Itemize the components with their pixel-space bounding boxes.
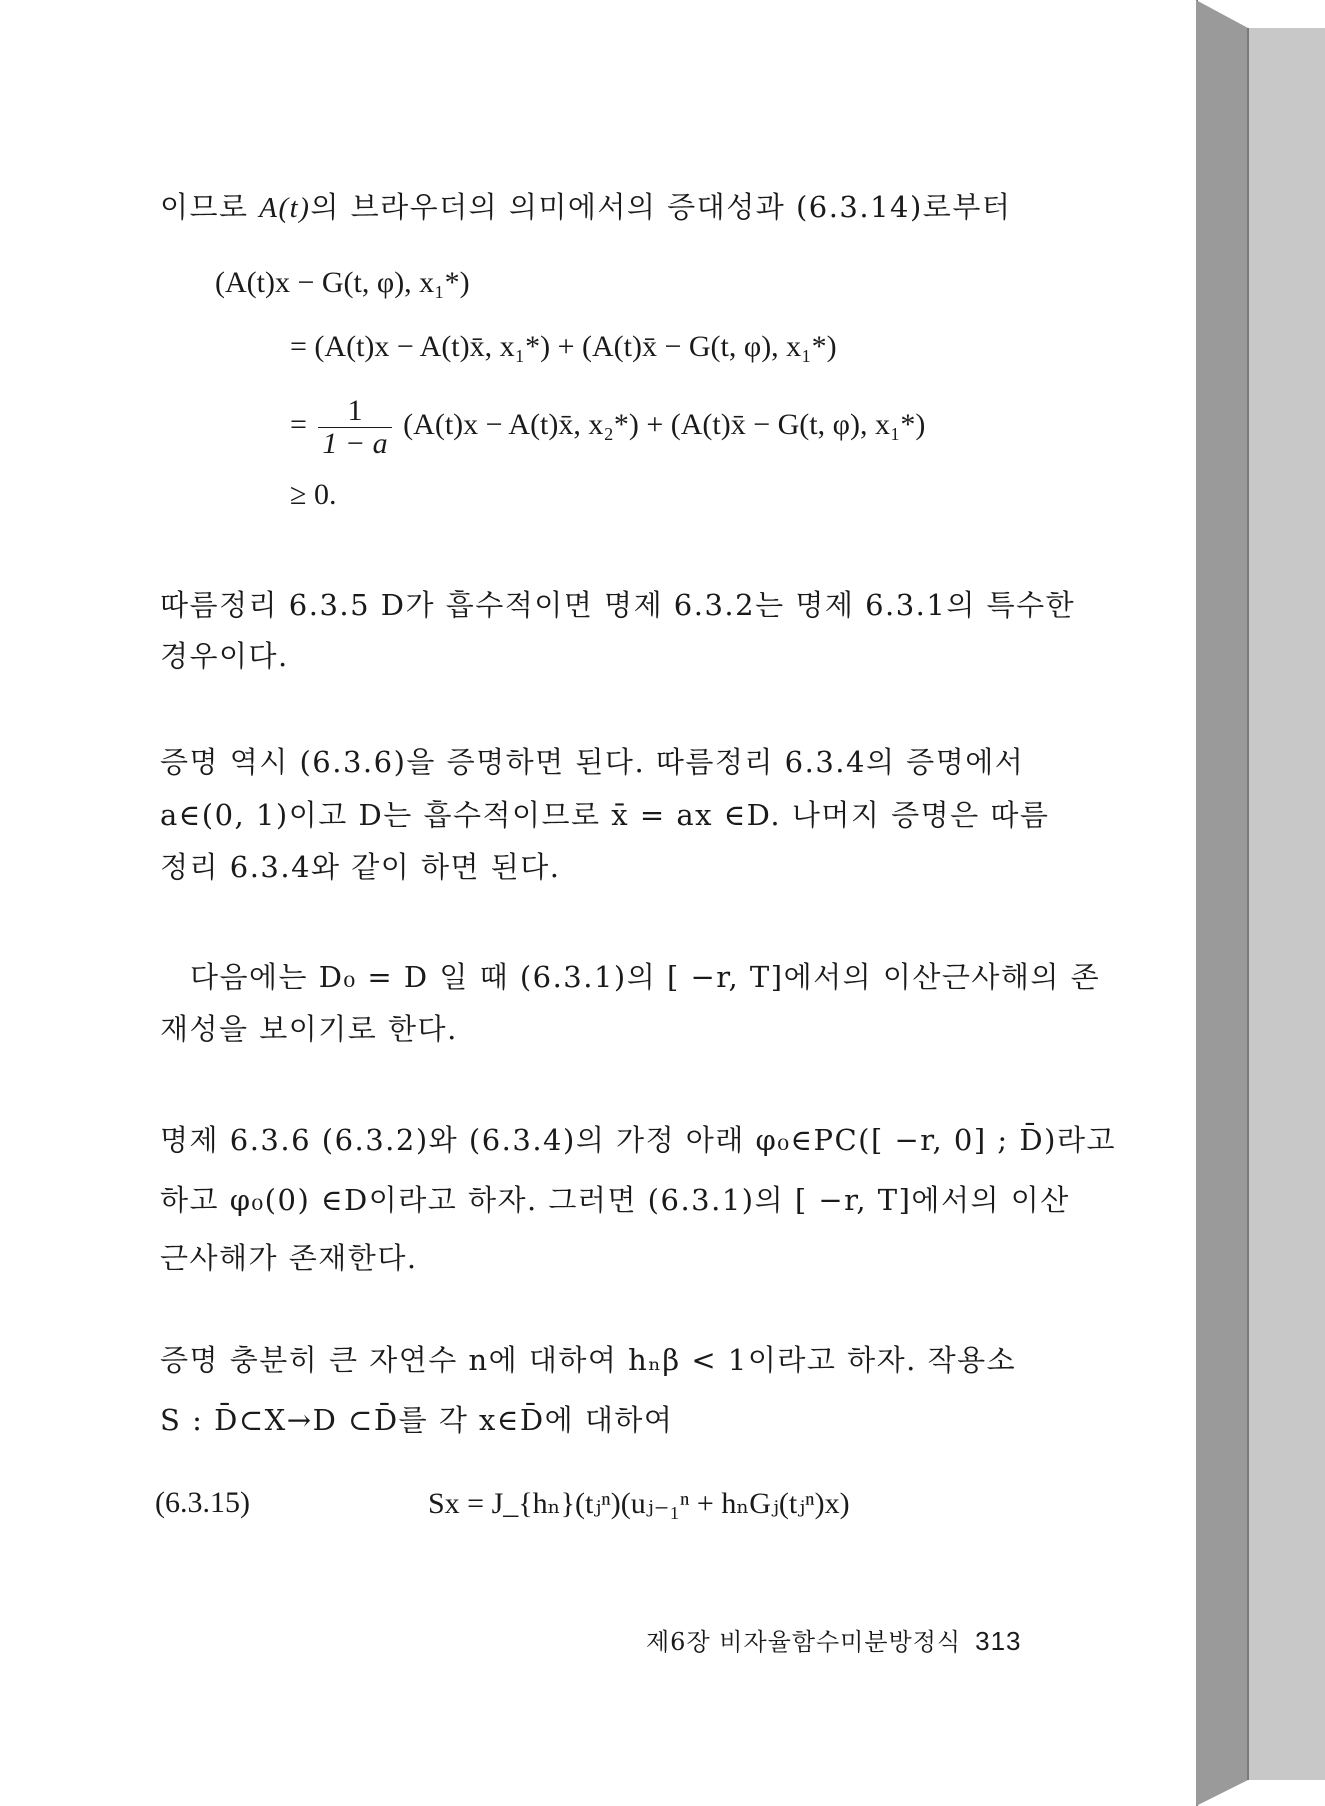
next-line-2: 재성을 보이기로 한다. (160, 1012, 458, 1046)
equation-line-4: ≥ 0. (290, 478, 337, 511)
proof1-line-3: 정리 6.3.4와 같이 하면 된다. (160, 850, 561, 884)
footer-chapter: 제6장 비자율함수미분방정식 (646, 1628, 962, 1656)
equation-final: Sx = J_{hₙ}(tⱼⁿ)(uⱼ₋₁ⁿ + hₙGⱼ(tⱼⁿ)x) (428, 1487, 850, 1520)
intro-text-before: 이므로 (160, 190, 260, 224)
fraction-numerator: 1 (318, 395, 391, 428)
proof1-line-2: a∈(0, 1)이고 D는 흡수적이므로 x̄ = ax ∈D. 나머지 증명은 따름 (160, 798, 1050, 832)
equation-line-3 (290, 395, 925, 459)
equation-number: (6.3.15) (155, 1486, 250, 1519)
equation-3-rest: (A(t)x − A(t)x̄, x₂*) + (A(t)x̄ − G(t, φ), x₁*) (403, 407, 926, 441)
fraction-denominator: 1 − a (322, 426, 388, 460)
equation-line-1: (A(t)x − G(t, φ), x₁*) (215, 266, 470, 299)
equation-3-prefix: = (290, 407, 307, 441)
proof2-line-1: 증명 충분히 큰 자연수 n에 대하여 hₙβ < 1이라고 하자. 작용소 (160, 1343, 1017, 1377)
next-line-1: 다음에는 D₀ = D 일 때 (6.3.1)의 [ −r, T]에서의 이산근사해의 존 (190, 960, 1101, 994)
page-number: 313 (975, 1626, 1022, 1656)
intro-variable: A(t) (259, 192, 311, 224)
book-spine-edge (1196, 0, 1325, 1806)
proposition-line-1: 명제 6.3.6 (6.3.2)와 (6.3.4)의 가정 아래 φ₀∈PC([ −r, 0] ; D̄)라고 (160, 1123, 1116, 1157)
proposition-line-2: 하고 φ₀(0) ∈D이라고 하자. 그러면 (6.3.1)의 [ −r, T]에서의 이산 (160, 1183, 1070, 1217)
proposition-line-3: 근사해가 존재한다. (160, 1241, 418, 1275)
corollary-line-2: 경우이다. (160, 639, 289, 673)
equation-line-2: = (A(t)x − A(t)x̄, x₁*) + (A(t)x̄ − G(t, φ), x₁*) (290, 330, 837, 363)
intro-line (160, 185, 1011, 226)
corollary-line-1: 따름정리 6.3.5 D가 흡수적이면 명제 6.3.2는 명제 6.3.1의 특수한 (160, 588, 1076, 622)
proof2-line-2: S : D̄⊂X→D ⊂D̄를 각 x∈D̄에 대하여 (160, 1403, 674, 1437)
proof1-line-1: 증명 역시 (6.3.6)을 증명하면 된다. 따름정리 6.3.4의 증명에서 (160, 745, 1025, 779)
intro-text-after: 의 브라우더의 의미에서의 증대성과 (6.3.14)로부터 (310, 190, 1012, 224)
fraction (318, 395, 391, 459)
page-footer (646, 1622, 1022, 1657)
